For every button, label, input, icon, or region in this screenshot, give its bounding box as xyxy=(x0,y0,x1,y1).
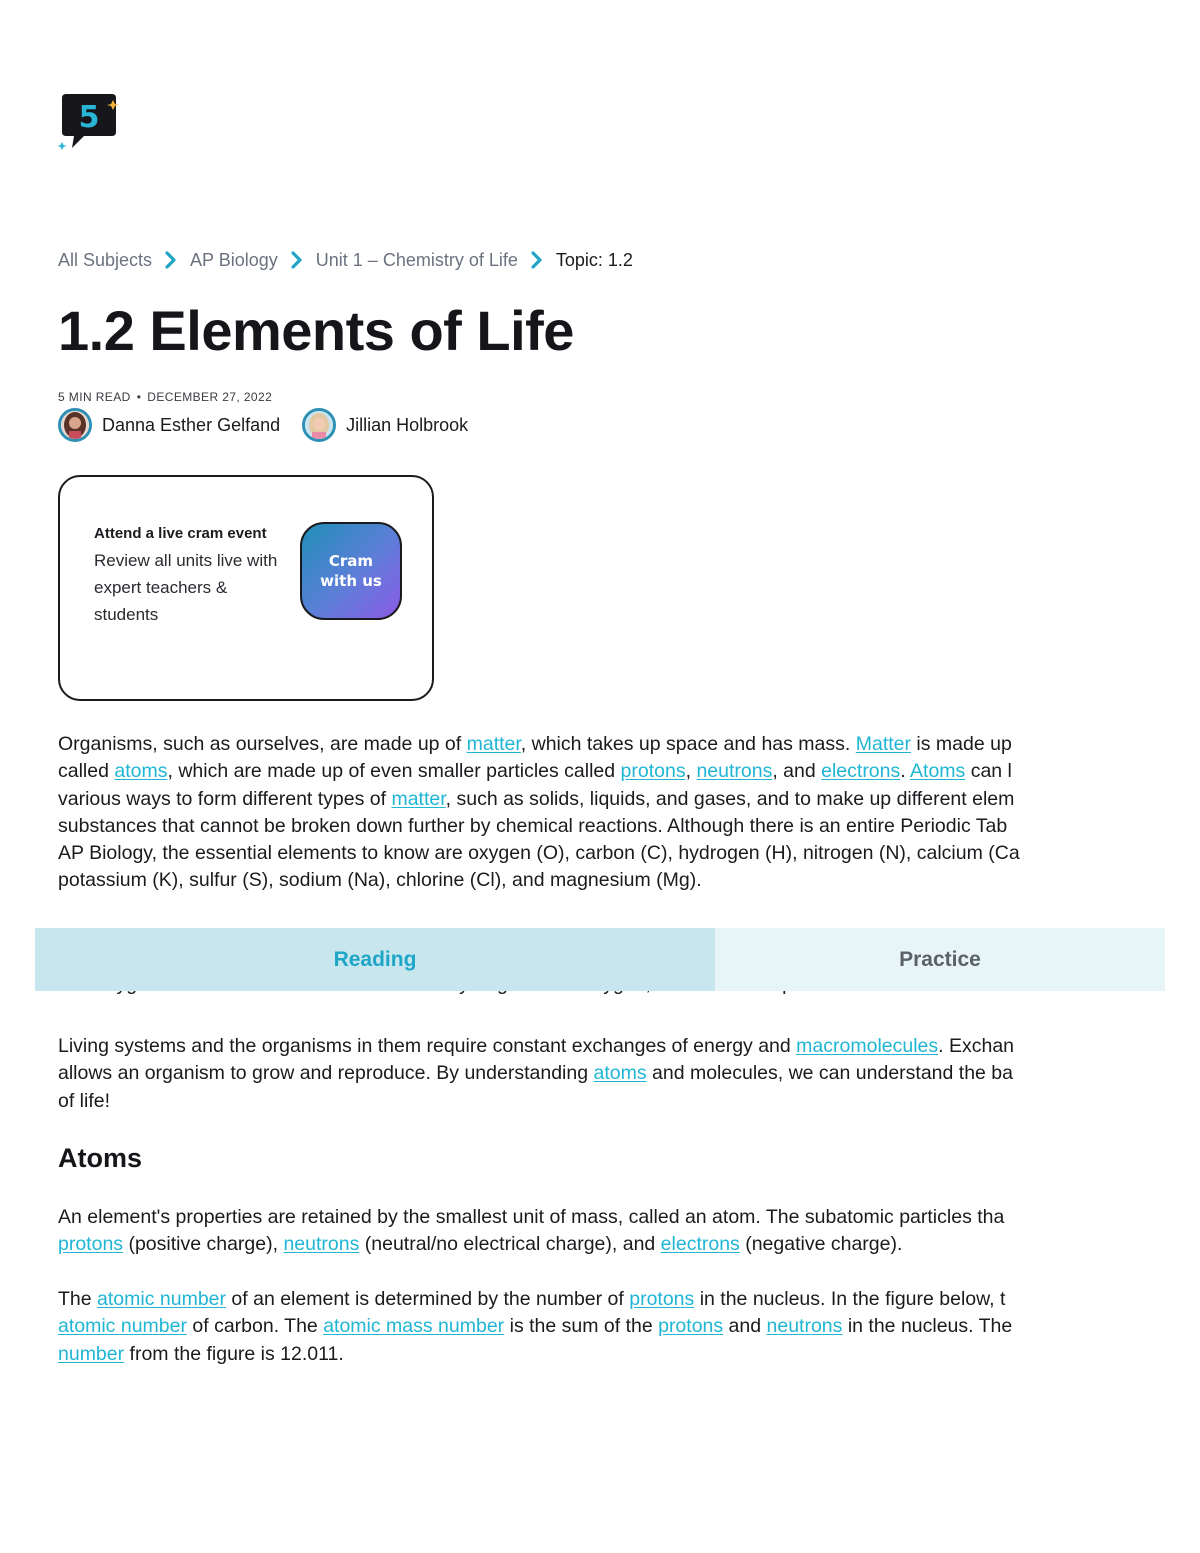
author-danna[interactable] xyxy=(58,408,280,442)
paragraph-text: of an element is determined by the number of xyxy=(226,1288,630,1310)
meta-separator: • xyxy=(136,390,142,404)
paragraph-text: and molecules, we can understand the ba xyxy=(646,1062,1013,1085)
glossary-link-atoms[interactable]: atoms xyxy=(114,760,168,783)
tab-reading[interactable]: Reading xyxy=(35,928,715,991)
publish-date: DECEMBER 27, 2022 xyxy=(147,390,273,404)
paragraph-text: and xyxy=(723,1315,767,1338)
fiveable-logo[interactable] xyxy=(58,92,120,150)
page-title: 1.2 Elements of Life xyxy=(58,299,574,362)
paragraph-text: called xyxy=(58,760,115,783)
chevron-right-icon xyxy=(291,251,303,269)
paragraph-line xyxy=(58,758,1164,785)
logo-text: 5 xyxy=(78,100,100,135)
avatar xyxy=(302,408,336,442)
glossary-link-neutrons[interactable]: neutrons xyxy=(766,1315,843,1338)
article-meta xyxy=(58,390,272,404)
paragraph-text: allows an organism to grow and reproduce. By understanding xyxy=(58,1062,594,1085)
chevron-right-icon xyxy=(531,251,543,269)
author-jillian[interactable] xyxy=(302,408,468,442)
paragraph-text: AP Biology, the essential elements to know are oxygen (O), carbon (C), hydrogen (H), nitrogen (N), calcium (Ca xyxy=(58,842,1020,865)
atom-definition-paragraph xyxy=(58,1204,1164,1259)
glossary-link-macromolecules[interactable]: macromolecules xyxy=(796,1035,939,1057)
paragraph-text: The xyxy=(58,1288,98,1310)
paragraph-line xyxy=(58,1060,1164,1087)
paragraph-text: , such as solids, liquids, and gases, and to make up different elem xyxy=(445,787,1015,810)
cram-event-description: Review all units live with expert teachers & students xyxy=(94,551,278,624)
paragraph-text: Organisms, such as ourselves, are made up of xyxy=(58,733,467,755)
glossary-link-atoms[interactable]: atoms xyxy=(593,1062,647,1085)
paragraph-line xyxy=(58,1313,1164,1340)
paragraph-text: , and xyxy=(772,760,822,783)
glossary-link-electrons[interactable]: electrons xyxy=(821,760,901,783)
glossary-link-neutrons[interactable]: neutrons xyxy=(283,1233,360,1256)
paragraph-text: (positive charge), xyxy=(123,1233,284,1256)
paragraph-line xyxy=(58,1033,1164,1060)
breadcrumb-all-subjects[interactable]: All Subjects xyxy=(58,249,153,270)
cram-with-us-button[interactable]: Cram with us xyxy=(300,522,402,620)
glossary-link-number[interactable]: number xyxy=(58,1342,125,1365)
breadcrumb-ap-biology[interactable]: AP Biology xyxy=(190,249,278,270)
glossary-link-protons[interactable]: protons xyxy=(58,1233,124,1256)
paragraph-line xyxy=(58,731,1164,758)
paragraph-text: Living systems and the organisms in them require constant exchanges of energy and xyxy=(58,1035,797,1057)
paragraph-text: in the nucleus. The xyxy=(842,1315,1013,1338)
glossary-link-atoms[interactable]: Atoms xyxy=(910,760,966,783)
author-list xyxy=(58,408,490,442)
paragraph-text: , which takes up space and has mass. xyxy=(520,733,856,755)
cram-event-card xyxy=(58,475,434,701)
glossary-link-protons[interactable]: protons xyxy=(620,760,686,783)
paragraph-line xyxy=(58,1231,1164,1258)
paragraph-text: various ways to form different types of xyxy=(58,787,392,810)
paragraph-text: is the sum of the xyxy=(504,1315,659,1338)
author-name: Danna Esther Gelfand xyxy=(102,414,281,435)
paragraph-text: . xyxy=(900,760,911,783)
living-systems-paragraph xyxy=(58,1033,1164,1115)
paragraph-text: of life! xyxy=(58,1089,111,1112)
chevron-right-icon xyxy=(165,251,177,269)
paragraph-text: from the figure is 12.011. xyxy=(124,1342,344,1365)
glossary-link-electrons[interactable]: electrons xyxy=(660,1233,740,1256)
glossary-link-matter[interactable]: Matter xyxy=(855,733,911,755)
paragraph-text: can l xyxy=(965,760,1012,783)
paragraph-text: (negative charge). xyxy=(739,1233,903,1256)
read-time: 5 MIN READ xyxy=(58,390,131,404)
author-name: Jillian Holbrook xyxy=(346,414,469,435)
paragraph-text: of carbon. The xyxy=(186,1315,324,1338)
section-heading-atoms: Atoms xyxy=(58,1143,143,1173)
paragraph-line xyxy=(58,786,1164,813)
cram-event-title: Attend a live cram event xyxy=(94,525,267,542)
paragraph-line xyxy=(58,1286,1164,1313)
breadcrumb-unit-1[interactable]: Unit 1 – Chemistry of Life xyxy=(315,249,518,270)
paragraph-text: potassium (K), sulfur (S), sodium (Na), chlorine (Cl), and magnesium (Mg). xyxy=(58,869,702,892)
paragraph-text: An element's properties are retained by the smallest unit of mass, called an atom. The subatomic particles tha xyxy=(58,1206,1005,1228)
paragraph-line xyxy=(58,1341,1164,1368)
atomic-number-paragraph xyxy=(58,1286,1164,1368)
paragraph-line xyxy=(58,867,1164,894)
breadcrumb-current-topic: Topic: 1.2 xyxy=(555,249,633,270)
reading-practice-tabs xyxy=(35,928,1165,991)
glossary-link-neutrons[interactable]: neutrons xyxy=(696,760,773,783)
paragraph-line xyxy=(58,813,1164,840)
paragraph-text: (neutral/no electrical charge), and xyxy=(359,1233,661,1256)
glossary-link-atomic-mass-number[interactable]: atomic mass number xyxy=(323,1315,505,1338)
breadcrumb xyxy=(58,248,633,272)
glossary-link-atomic-number[interactable]: atomic number xyxy=(58,1315,187,1338)
glossary-link-protons[interactable]: protons xyxy=(658,1315,724,1338)
glossary-link-protons[interactable]: protons xyxy=(629,1288,695,1310)
paragraph-line xyxy=(58,840,1164,867)
logo-icon xyxy=(58,92,120,150)
glossary-link-matter[interactable]: matter xyxy=(391,787,446,810)
paragraph-line xyxy=(58,1088,1164,1115)
paragraph-text: in the nucleus. In the figure below, t xyxy=(694,1288,1006,1310)
paragraph-text: . Exchan xyxy=(938,1035,1015,1057)
paragraph-text: , which are made up of even smaller particles called xyxy=(167,760,621,783)
tab-practice[interactable]: Practice xyxy=(715,928,1165,991)
paragraph-text: is made up xyxy=(911,733,1012,755)
intro-paragraph xyxy=(58,731,1164,895)
paragraph-line xyxy=(58,1204,1164,1231)
paragraph-text: , xyxy=(685,760,697,783)
avatar xyxy=(58,408,92,442)
glossary-link-atomic-number[interactable]: atomic number xyxy=(97,1288,226,1310)
paragraph-text: substances that cannot be broken down further by chemical reactions. Although there is an entire Periodic Tab xyxy=(58,814,1008,837)
glossary-link-matter[interactable]: matter xyxy=(466,733,521,755)
